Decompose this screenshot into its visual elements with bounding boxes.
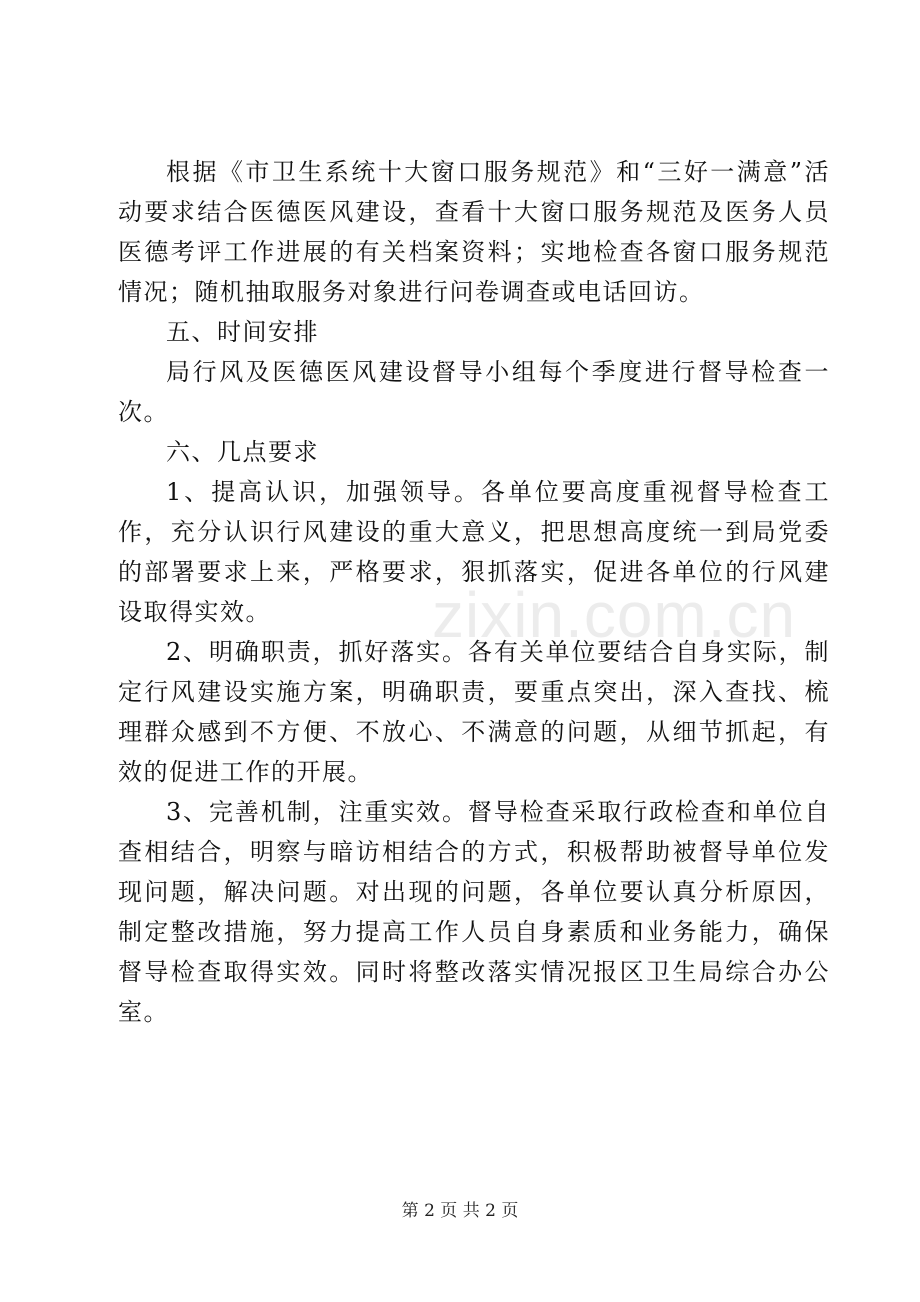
paragraph-inspection-method: 根据《市卫生系统十大窗口服务规范》和“三好一满意”活动要求结合医德医风建设，查看十大窗口服务规范及医务人员医德考评工作进展的有关档案资料；实地检查各窗口服务规范情况；随机抽取服务对象进行问卷调查或电话回访。 bbox=[118, 158, 830, 306]
heading-time-arrangement: 五、时间安排 bbox=[166, 318, 319, 346]
document-body bbox=[118, 152, 830, 1032]
paragraph-requirement-2: 2、明确职责，抓好落实。各有关单位要结合自身实际，制定行风建设实施方案，明确职责，要重点突出，深入查找、梳理群众感到不方便、不放心、不满意的问题，从细节抓起，有效的促进工作的开展。 bbox=[118, 638, 830, 786]
heading-requirements: 六、几点要求 bbox=[166, 438, 319, 466]
paragraph-time-arrangement: 局行风及医德医风建设督导小组每个季度进行督导检查一次。 bbox=[118, 358, 830, 426]
paragraph-requirement-3: 3、完善机制，注重实效。督导检查采取行政检查和单位自查相结合，明察与暗访相结合的方式，积极帮助被督导单位发现问题，解决问题。对出现的问题，各单位要认真分析原因，制定整改措施，努力提高工作人员自身素质和业务能力，确保督导检查取得实效。同时将整改落实情况报区卫生局综合办公室。 bbox=[118, 798, 830, 1026]
watermark: zixin.com.cn bbox=[432, 579, 797, 651]
paragraph-requirement-1: 1、提高认识，加强领导。各单位要高度重视督导检查工作，充分认识行风建设的重大意义，把思想高度统一到局党委的部署要求上来，严格要求，狠抓落实，促进各单位的行风建设取得实效。 bbox=[118, 478, 830, 626]
page-footer: 第 2 页 共 2 页 bbox=[401, 1201, 519, 1221]
